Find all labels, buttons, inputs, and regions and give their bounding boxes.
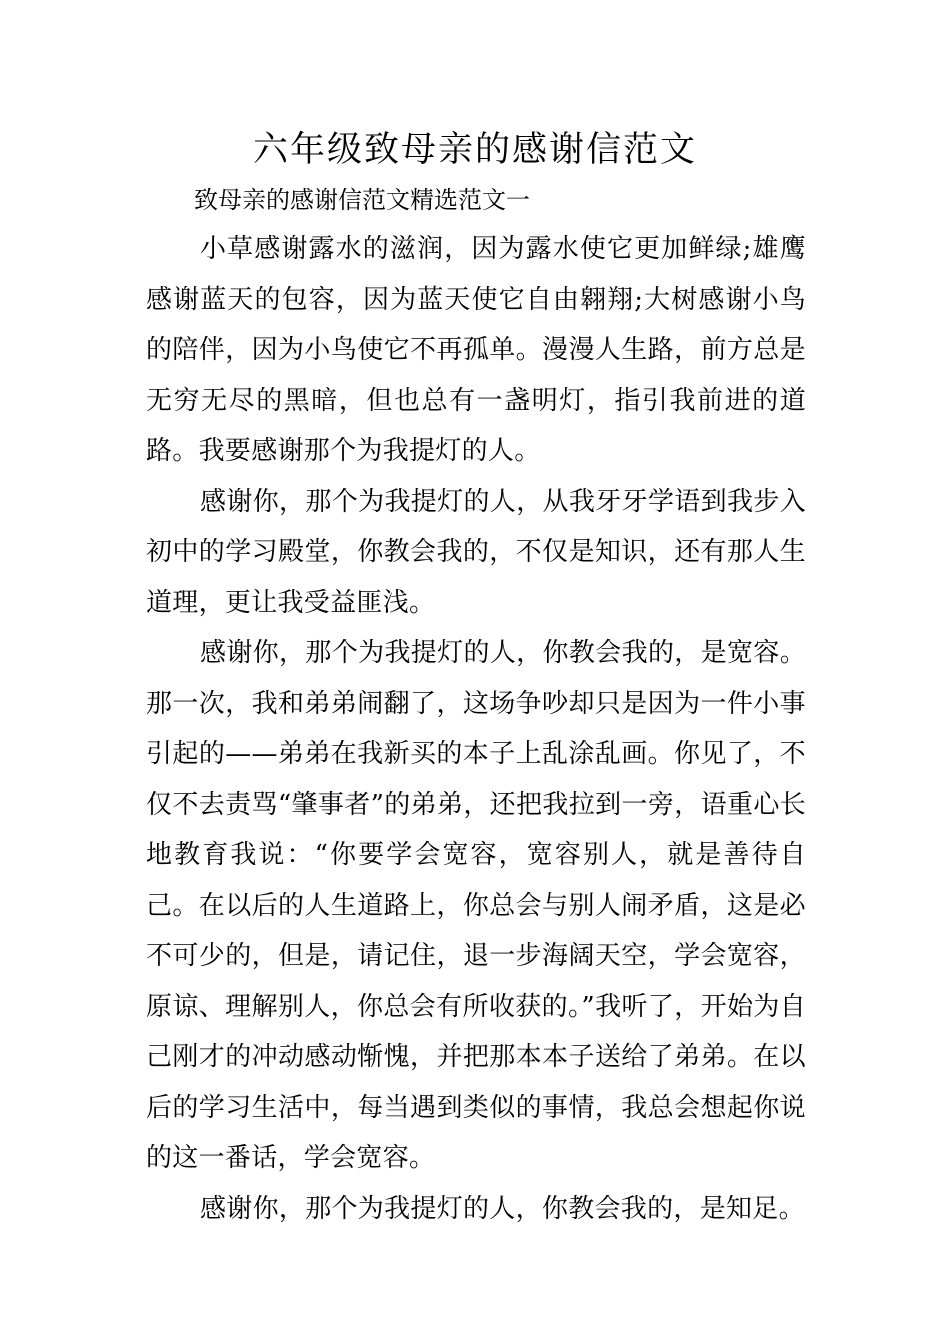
document-title: 六年级致母亲的感谢信范文 [252,130,697,170]
paragraph: 感谢你，那个为我提灯的人，你教会我的，是宽容。那一次，我和弟弟闹翻了，这场争吵却只是因为一件小事引起的——弟弟在我新买的本子上乱涂乱画。你见了，不仅不去责骂“肇事者”的弟弟，还把我拉到一旁，语重心长地教育我说：“你要学会宽容，宽容别人，就是善待自己。在以后的人生道路上，你总会与别人闹矛盾，这是必不可少的，但是，请记住，退一步海阔天空，学会宽容，原谅、理解别人，你总会有所收获的。”我听了，开始为自己刚才的冲动感动惭愧，并把那本本子送给了弟弟。在以后的学习生活中，每当遇到类似的事情，我总会想起你说的这一番话，学会宽容。 [146,638,806,1173]
document-body [146,224,806,1234]
document-subtitle: 致母亲的感谢信范文精选范文一 [194,186,530,214]
paragraph: 小草感谢露水的滋润，因为露水使它更加鲜绿;雄鹰感谢蓝天的包容，因为蓝天使它自由翱翔;大树感谢小鸟的陪伴，因为小鸟使它不再孤单。漫漫人生路，前方总是无穷无尽的黑暗，但也总有一盏明灯，指引我前进的道路。我要感谢那个为我提灯的人。 [146,234,806,466]
paragraph: 感谢你，那个为我提灯的人，从我牙牙学语到我步入初中的学习殿堂，你教会我的，不仅是知识，还有那人生道理，更让我受益匪浅。 [146,486,806,618]
paragraph: 感谢你，那个为我提灯的人，你教会我的，是知足。 [200,1193,805,1224]
